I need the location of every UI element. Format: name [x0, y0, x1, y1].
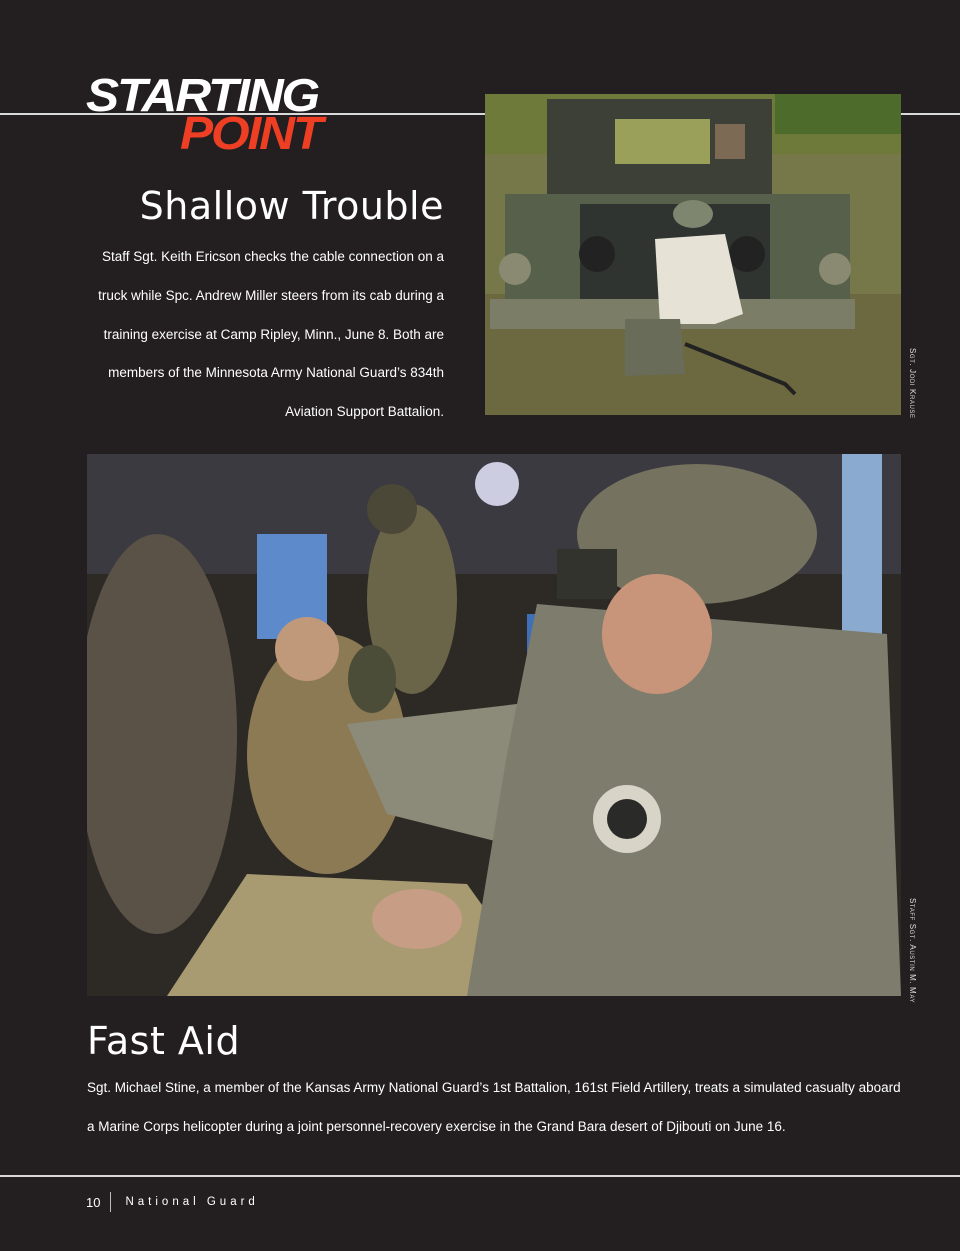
photo-truck-in-water: [485, 94, 901, 415]
helicopter-photo-illustration: [87, 454, 901, 996]
truck-photo-illustration: [485, 94, 901, 415]
footer-rule: [0, 1175, 960, 1177]
photo-helicopter-medic: [87, 454, 901, 996]
story-title-fast-aid: Fast Aid: [87, 1019, 241, 1063]
story-title-shallow-trouble: Shallow Trouble: [139, 184, 444, 228]
photo-credit-helicopter: Staff Sgt. Austin M. May: [908, 898, 917, 1004]
starting-point-logo: [86, 69, 351, 159]
logo-line-starting: STARTING: [86, 69, 319, 121]
photo-credit-truck: Sgt. Jodi Krause: [908, 348, 917, 419]
page-number: 10: [86, 1194, 101, 1210]
top-rule-right: [901, 113, 960, 115]
story-caption-fast-aid: Sgt. Michael Stine, a member of the Kansas Army National Guard’s 1st Battalion, 161st Field Artillery, treats a simulated casualty aboard a Marine Corps helicopter during a joint personnel-recovery exercise in the Grand Bara desert of Djibouti on June 16.: [87, 1080, 901, 1134]
story-caption-shallow-trouble: Staff Sgt. Keith Ericson checks the cable connection on a truck while Spc. Andrew Miller steers from its cab during a training exercise at Camp Ripley, Minn., June 8. Both are members of the Minnesota Army National Guard’s 834th Aviation Support Battalion.: [98, 249, 444, 420]
publication-name: National Guard: [125, 1196, 259, 1208]
footer-separator: [110, 1192, 111, 1212]
page-footer: [86, 1192, 259, 1212]
logo-line-point: POINT: [180, 107, 322, 159]
